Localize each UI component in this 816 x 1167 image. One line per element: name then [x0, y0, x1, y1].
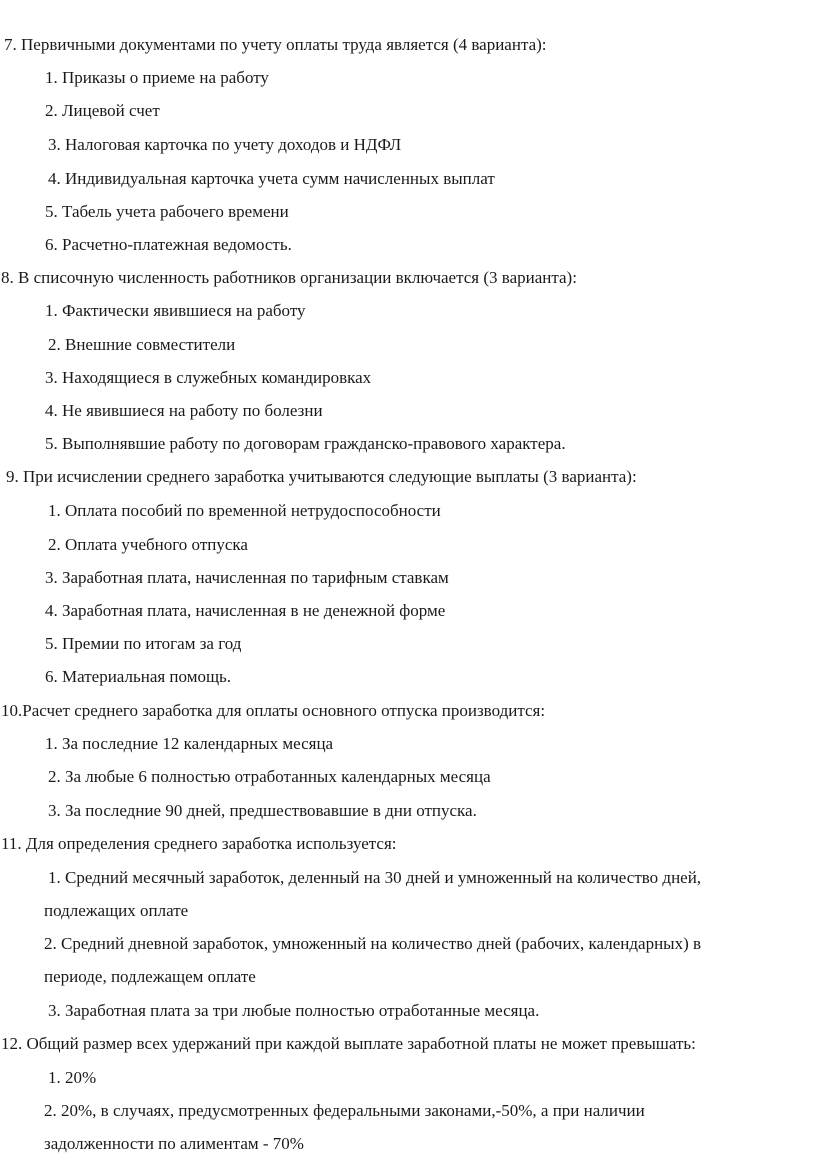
q11-option-2-cont: периоде, подлежащем оплате	[44, 967, 256, 986]
q9-option-4: 4. Заработная плата, начисленная в не денежной форме	[45, 601, 446, 620]
q7-option-3: 3. Налоговая карточка по учету доходов и НДФЛ	[48, 135, 402, 154]
q9-option-2: 2. Оплата учебного отпуска	[48, 535, 248, 554]
question-9-title: 9. При исчислении среднего заработка учитываются следующие выплаты (3 варианта):	[6, 467, 637, 486]
q11-option-2: 2. Средний дневной заработок, умноженный на количество дней (рабочих, календарных) в	[44, 934, 702, 953]
q11-option-1-cont: подлежащих оплате	[44, 901, 189, 920]
q8-option-2: 2. Внешние совместители	[48, 335, 236, 354]
q9-option-6: 6. Материальная помощь.	[45, 667, 232, 686]
q9-option-1: 1. Оплата пособий по временной нетрудоспособности	[48, 501, 441, 520]
q7-option-5: 5. Табель учета рабочего времени	[45, 202, 289, 221]
q12-option-2-cont: задолженности по алиментам - 70%	[44, 1134, 304, 1153]
question-10-title: 10.Расчет среднего заработка для оплаты основного отпуска производится:	[1, 701, 546, 720]
question-11-title: 11. Для определения среднего заработка используется:	[1, 834, 397, 853]
q8-option-4: 4. Не явившиеся на работу по болезни	[45, 401, 323, 420]
q11-option-3: 3. Заработная плата за три любые полностью отработанные месяца.	[48, 1001, 540, 1020]
q10-option-1: 1. За последние 12 календарных месяца	[45, 734, 334, 753]
q9-option-5: 5. Премии по итогам за год	[45, 634, 242, 653]
q7-option-2: 2. Лицевой счет	[45, 101, 160, 120]
q12-option-2: 2. 20%, в случаях, предусмотренных федеральными законами,-50%, а при наличии	[44, 1101, 645, 1120]
q7-option-1: 1. Приказы о приеме на работу	[45, 68, 269, 87]
q8-option-3: 3. Находящиеся в служебных командировках	[45, 368, 372, 387]
q7-option-4: 4. Индивидуальная карточка учета сумм начисленных выплат	[48, 169, 495, 188]
question-8-title: 8. В списочную численность работников организации включается (3 варианта):	[1, 268, 577, 287]
question-7-title: 7. Первичными документами по учету оплаты труда является (4 варианта):	[4, 35, 547, 54]
q7-option-6: 6. Расчетно-платежная ведомость.	[45, 235, 292, 254]
q10-option-2: 2. За любые 6 полностью отработанных календарных месяца	[48, 767, 491, 786]
q8-option-1: 1. Фактически явившиеся на работу	[45, 301, 306, 320]
q10-option-3: 3. За последние 90 дней, предшествовавшие в дни отпуска.	[48, 801, 477, 820]
q11-option-1: 1. Средний месячный заработок, деленный на 30 дней и умноженный на количество дней,	[48, 868, 702, 887]
q8-option-5: 5. Выполнявшие работу по договорам гражданско-правового характера.	[45, 434, 566, 453]
q12-option-1: 1. 20%	[48, 1068, 97, 1087]
q9-option-3: 3. Заработная плата, начисленная по тарифным ставкам	[45, 568, 449, 587]
question-12-title: 12. Общий размер всех удержаний при каждой выплате заработной платы не может превышать:	[1, 1034, 696, 1053]
